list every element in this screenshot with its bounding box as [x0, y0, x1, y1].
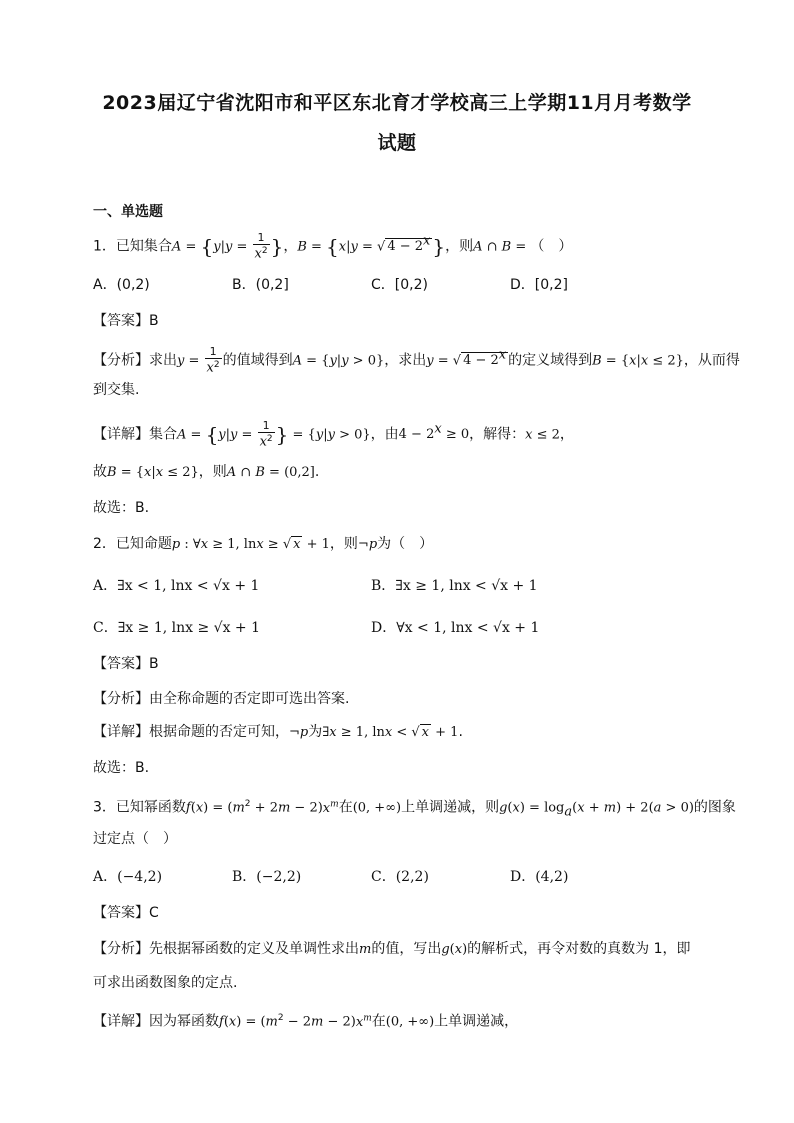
- q3-analysis-cont: 可求出函数图象的定点.: [93, 975, 238, 991]
- q2-option-b: B．∃x ≥ 1, lnx < √x + 1: [371, 578, 538, 594]
- q1-option-d: D．[0,2]: [510, 277, 568, 293]
- section-heading: 一、单选题: [93, 204, 163, 220]
- q3-option-a: A．(−4,2): [93, 869, 163, 885]
- q1-detail-cont: 故B = {x|x ≤ 2}，则A ∩ B = (0,2].: [93, 464, 320, 480]
- q3-analysis: 【分析】先根据幂函数的定义及单调性求出m的值，写出g(x)的解析式，再令对数的真数为 1，即: [93, 941, 691, 957]
- q3-option-d: D．(4,2): [510, 869, 569, 885]
- q1-choice: 故选：B.: [93, 500, 150, 516]
- q2-option-d: D．∀x < 1, lnx < √x + 1: [371, 620, 540, 636]
- q3-answer: 【答案】C: [93, 905, 159, 921]
- q1-option-c: C．[0,2): [371, 277, 428, 293]
- q3-stem: 3．已知幂函数$f(x) = (m^2 + 2m - 2)x^m$在(0, +∞)上单调递减，则$g(x) = \log_a(x + m) + 2(a > 0)$的图象: [93, 799, 736, 820]
- q3-detail: 【详解】因为幂函数$f(x) = (m^2 - 2m - 2)x^m$在(0, +∞)上单调递减，: [93, 1013, 519, 1030]
- q2-analysis: 【分析】由全称命题的否定即可选出答案.: [93, 691, 350, 707]
- q3-stem-cont: 过定点（ ）: [93, 831, 177, 847]
- q1-detail: 【详解】集合A = {y|y = $\frac{1}{x^2}$ } = {y|y > 0}，由$4 - 2^x \ge 0$，解得：x ≤ 2，: [93, 419, 574, 450]
- document-title-line1: 2023届辽宁省沈阳市和平区东北育才学校高三上学期11月月考数学: [102, 92, 692, 114]
- q3-option-b: B．(−2,2): [232, 869, 302, 885]
- q2-option-c: C．∃x ≥ 1, lnx ≥ √x + 1: [93, 620, 261, 636]
- q1-option-a: A．(0,2): [93, 277, 150, 293]
- q1-analysis: 【分析】求出y = $\frac{1}{x^2}$ 的值域得到A = {y|y > 0}，求出y = √ $4 - 2^x$ 的定义域得到B = {x|x ≤ 2}，从而得: [93, 345, 740, 376]
- document-title-line2: 试题: [377, 132, 417, 154]
- q1-answer: 【答案】B: [93, 313, 159, 329]
- q1-option-b: B．(0,2]: [232, 277, 289, 293]
- q1-analysis-cont: 到交集.: [93, 382, 140, 398]
- q2-choice: 故选：B.: [93, 760, 150, 776]
- q3-option-c: C．(2,2): [371, 869, 429, 885]
- q2-detail: 【详解】根据命题的否定可知，¬p为∃x ≥ 1, lnx < √ x + 1.: [93, 724, 463, 740]
- q1-stem: 1．已知集合A = {y|y = $\frac{1}{x^2}$ }，B = {x|y = √ $4 - 2^x$ }，则A ∩ B = （ ）: [93, 231, 573, 262]
- q2-stem: 2．已知命题p : ∀x ≥ 1, lnx ≥ √ x + 1，则¬p为（ ）: [93, 536, 434, 552]
- q2-option-a: A．∃x < 1, lnx < √x + 1: [93, 578, 260, 594]
- q2-answer: 【答案】B: [93, 656, 159, 672]
